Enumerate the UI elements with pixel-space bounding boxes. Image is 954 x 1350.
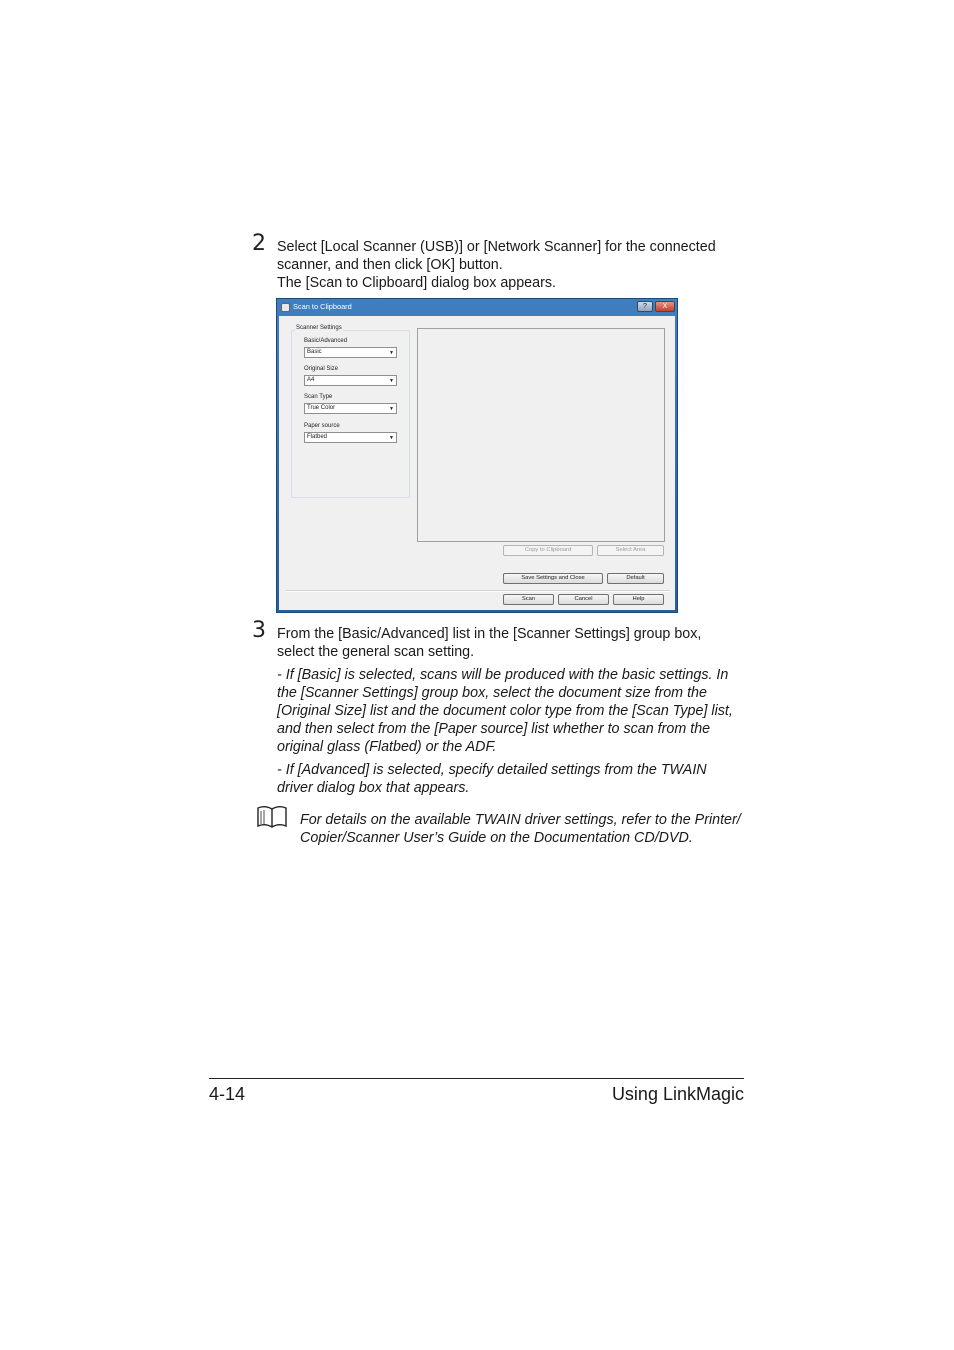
title-close-button[interactable]: X bbox=[655, 301, 675, 312]
text-line: Select [Local Scanner (USB)] or [Network Scanner] for the connected bbox=[277, 239, 716, 255]
text-line: driver dialog box that appears. bbox=[277, 780, 470, 796]
scan-button[interactable]: Scan bbox=[503, 594, 554, 605]
paper-source-label: Paper source bbox=[304, 423, 340, 429]
step-3-text bbox=[277, 625, 701, 661]
combo-value: Basic bbox=[307, 349, 322, 355]
copy-to-clipboard-button[interactable]: Copy to Clipboard bbox=[503, 545, 593, 556]
dialog-title-bar bbox=[277, 299, 677, 316]
dialog-title: Scan to Clipboard bbox=[293, 302, 352, 311]
scan-type-select[interactable] bbox=[304, 403, 397, 414]
combo-value: Flatbed bbox=[307, 434, 328, 440]
note-text bbox=[300, 811, 741, 847]
step-number: 3 bbox=[252, 618, 266, 643]
advanced-option-bullet bbox=[277, 761, 707, 797]
paper-source-select[interactable] bbox=[304, 432, 397, 443]
dialog-client-area bbox=[279, 316, 675, 610]
text-line: From the [Basic/Advanced] list in the [Scanner Settings] group box, bbox=[277, 626, 702, 642]
step-2-text bbox=[277, 238, 716, 292]
group-title: Scanner Settings bbox=[296, 325, 342, 331]
basic-option-bullet bbox=[277, 666, 733, 756]
preview-area[interactable] bbox=[417, 328, 665, 542]
text-line: For details on the available TWAIN driver settings, refer to the Printer/ bbox=[300, 812, 741, 828]
scan-type-label: Scan Type bbox=[304, 394, 333, 400]
text-line: scanner, and then click [OK] button. bbox=[277, 257, 503, 273]
text-line: [Original Size] list and the document color type from the [Scan Type] list, bbox=[277, 703, 733, 719]
original-size-label: Original Size bbox=[304, 366, 339, 372]
step-number: 2 bbox=[252, 231, 266, 256]
title-help-button[interactable]: ? bbox=[637, 301, 653, 312]
text-line: - If [Advanced] is selected, specify detailed settings from the TWAIN bbox=[277, 762, 707, 778]
default-button[interactable]: Default bbox=[607, 573, 664, 584]
text-line: - If [Basic] is selected, scans will be produced with the basic settings. In bbox=[277, 667, 729, 683]
book-icon bbox=[256, 805, 288, 829]
text-line: The [Scan to Clipboard] dialog box appears. bbox=[277, 275, 556, 291]
text-line: select the general scan setting. bbox=[277, 644, 475, 660]
text-line: original glass (Flatbed) or the ADF. bbox=[277, 739, 497, 755]
dialog-separator bbox=[285, 590, 669, 592]
page-number: 4-14 bbox=[209, 1084, 246, 1104]
scanner-app-icon bbox=[281, 303, 290, 312]
scan-to-clipboard-dialog bbox=[276, 298, 678, 613]
section-title: Using LinkMagic bbox=[611, 1084, 744, 1104]
combo-value: True Color bbox=[307, 405, 336, 411]
text-line: Copier/Scanner User’s Guide on the Documentation CD/DVD. bbox=[300, 830, 693, 846]
original-size-select[interactable] bbox=[304, 375, 397, 386]
basic-advanced-label: Basic/Advanced bbox=[304, 338, 348, 344]
basic-advanced-select[interactable] bbox=[304, 347, 397, 358]
chevron-down-icon: ▼ bbox=[389, 406, 394, 412]
chevron-down-icon: ▼ bbox=[389, 435, 394, 441]
combo-value: A4 bbox=[307, 377, 315, 383]
cancel-button[interactable]: Cancel bbox=[558, 594, 609, 605]
chevron-down-icon: ▼ bbox=[389, 378, 394, 384]
help-button[interactable]: Help bbox=[613, 594, 664, 605]
footer-rule bbox=[209, 1078, 744, 1079]
select-area-button[interactable]: Select Area bbox=[597, 545, 664, 556]
text-line: and then select from the [Paper source] list whether to scan from the bbox=[277, 721, 711, 737]
text-line: the [Scanner Settings] group box, select the document size from the bbox=[277, 685, 707, 701]
save-settings-and-close-button[interactable]: Save Settings and Close bbox=[503, 573, 603, 584]
chevron-down-icon: ▼ bbox=[389, 350, 394, 356]
